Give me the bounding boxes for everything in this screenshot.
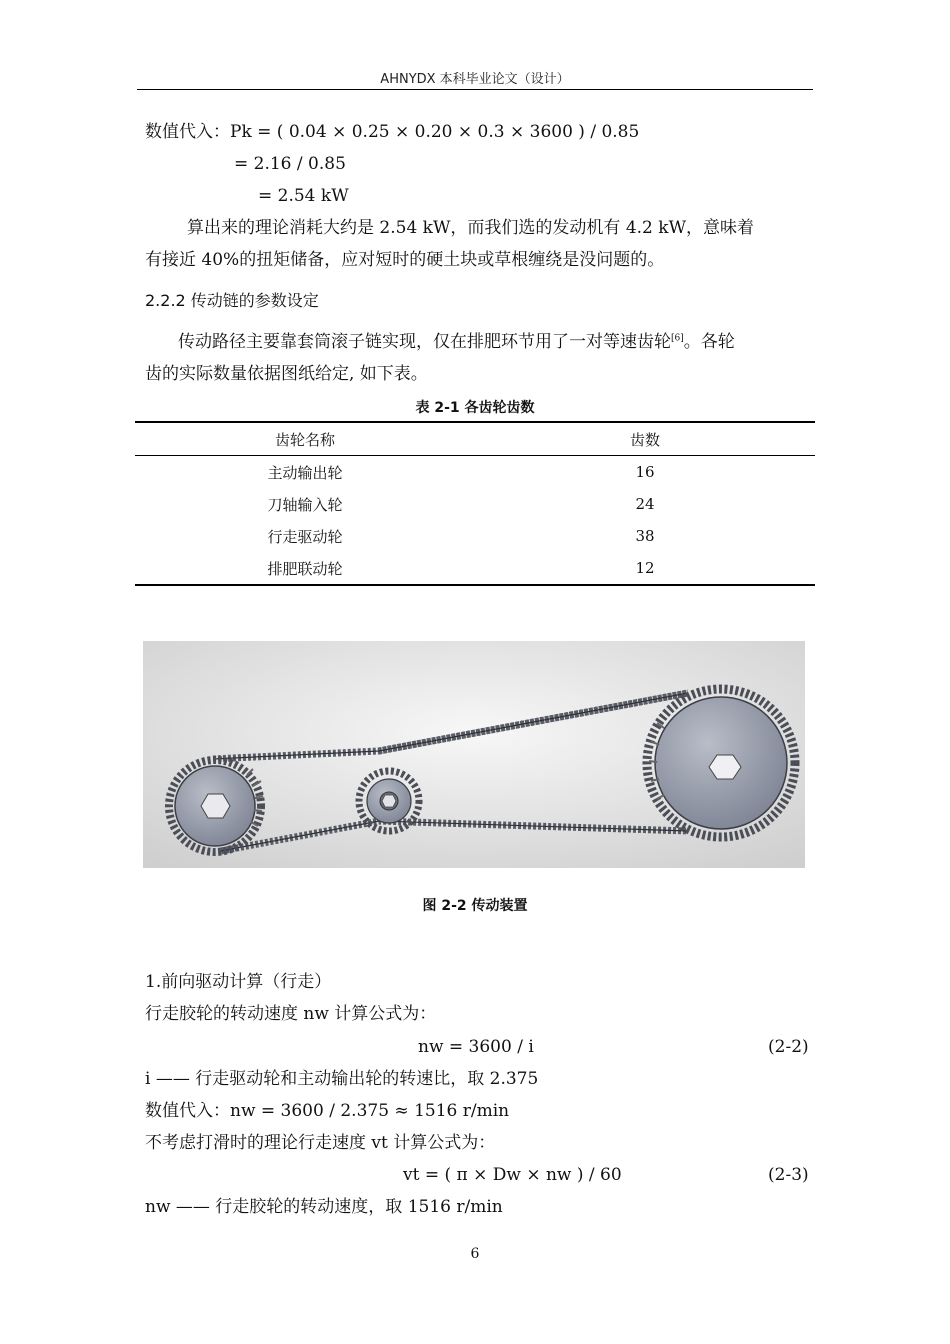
- equation-number: (2-3): [768, 1165, 809, 1185]
- figure-caption: 图 2-2 传动装置: [422, 898, 528, 914]
- paragraph-torque-line1: 算出来的理论消耗大约是 2.54 kW，而我们选的发动机有 4.2 kW，意味着: [187, 218, 755, 238]
- table-header-teeth: 齿数: [629, 430, 660, 449]
- paragraph-chain-line1: [178, 330, 735, 354]
- paragraph-chain-line2: 齿的实际数量依据图纸给定, 如下表。: [145, 364, 428, 384]
- table-header-name: 齿轮名称: [274, 430, 335, 449]
- equation-number: (2-2): [768, 1037, 809, 1057]
- table-row: [135, 456, 815, 488]
- paragraph-chain-text-b: 。各轮: [683, 332, 735, 352]
- table-cell-teeth: 12: [635, 559, 655, 577]
- nw-definition-line: nw —— 行走胶轮的转动速度，取 1516 r/min: [145, 1197, 503, 1217]
- table-row: [135, 488, 815, 520]
- section-heading: 2.2.2 传动链的参数设定: [145, 291, 319, 310]
- chain-drive-figure: [143, 641, 805, 868]
- table-row: [135, 520, 815, 552]
- chain-drive-illustration: [143, 641, 805, 868]
- equation-nw: nw = 3600 / i: [418, 1037, 534, 1057]
- table-cell-name: 主动输出轮: [267, 463, 343, 482]
- table-cell-name: 行走驱动轮: [267, 527, 343, 546]
- gear-teeth-table: [135, 421, 815, 586]
- table-cell-name: 排肥联动轮: [267, 559, 343, 578]
- header-rule: [137, 89, 813, 90]
- page-number: 6: [470, 1246, 480, 1262]
- running-header: AHNYDX 本科毕业论文（设计）: [380, 72, 570, 87]
- table-cell-teeth: 16: [635, 463, 655, 481]
- paragraph-chain-text-a: 传动路径主要靠套筒滚子链实现，仅在排肥环节用了一对等速齿轮: [178, 332, 671, 352]
- drive-subheading: 1.前向驱动计算（行走）: [145, 972, 332, 992]
- i-definition-line: i —— 行走驱动轮和主动输出轮的转速比，取 2.375: [145, 1069, 539, 1089]
- paragraph-torque-line2: 有接近 40%的扭矩储备，应对短时的硬土块或草根缠绕是没问题的。: [145, 250, 665, 270]
- vt-intro-line: 不考虑打滑时的理论行走速度 vt 计算公式为：: [145, 1133, 496, 1153]
- table-bottom-rule: [135, 584, 815, 586]
- pk-result-line: = 2.54 kW: [258, 186, 349, 206]
- nw-intro-line: 行走胶轮的转动速度 nw 计算公式为：: [145, 1004, 437, 1024]
- equation-vt: vt = ( π × Dw × nw ) / 60: [403, 1165, 622, 1185]
- pk-substitution-line: 数值代入：Pk = ( 0.04 × 0.25 × 0.20 × 0.3 × 3600 ) / 0.85: [145, 122, 640, 142]
- table-caption: 表 2-1 各齿轮齿数: [415, 400, 535, 416]
- table-row: [135, 552, 815, 584]
- nw-substitution-line: 数值代入：nw = 3600 / 2.375 ≈ 1516 r/min: [145, 1101, 510, 1121]
- table-cell-teeth: 38: [635, 527, 655, 545]
- table-header-row: [135, 423, 815, 455]
- citation-ref: [6]: [671, 333, 684, 344]
- table-cell-name: 刀轴输入轮: [267, 495, 343, 514]
- pk-step-line: = 2.16 / 0.85: [234, 154, 346, 174]
- table-cell-teeth: 24: [635, 495, 655, 513]
